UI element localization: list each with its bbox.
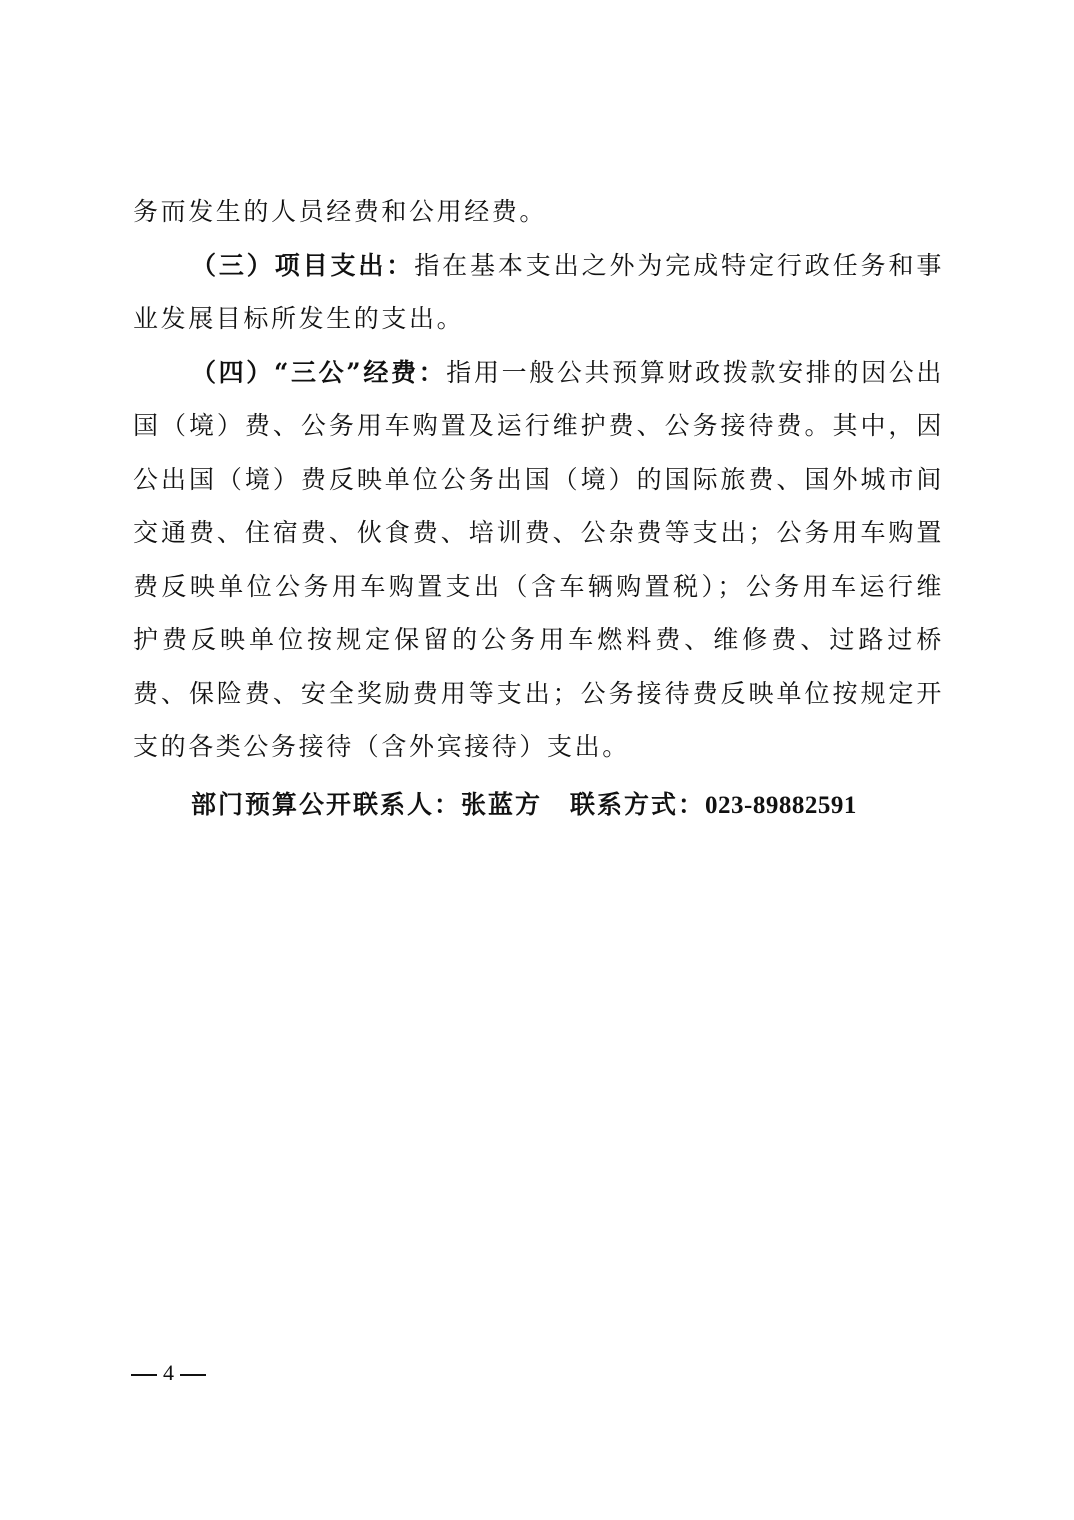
page-footer xyxy=(131,1360,206,1386)
item-three-text: 指在基本支出之外为完成特定行政任务和事业发展目标所发生的支出。 xyxy=(133,250,944,333)
paragraph-continuation: 务而发生的人员经费和公用经费。 xyxy=(133,197,548,226)
item-three-paragraph xyxy=(133,239,944,346)
contact-person-label: 部门预算公开联系人： xyxy=(191,790,462,819)
contact-line xyxy=(191,778,951,833)
item-four-paragraph xyxy=(133,346,944,774)
page-number: 4 xyxy=(163,1360,174,1385)
contact-phone: 023-89882591 xyxy=(705,792,857,819)
footer-left-dash xyxy=(131,1374,157,1376)
body-text xyxy=(133,185,944,774)
footer-right-dash xyxy=(180,1374,206,1376)
contact-method-label: 联系方式： xyxy=(570,790,706,819)
contact-person-name: 张蓝方 xyxy=(461,790,543,819)
item-three-label: （三）项目支出： xyxy=(191,250,415,280)
item-four-text: 指用一般公共预算财政拨款安排的因公出国（境）费、公务用车购置及运行维护费、公务接待费。其中，因公出国（境）费反映单位公务出国（境）的国际旅费、国外城市间交通费、住宿费、伙食费、培训费、公杂费等支出；公务用车购置费反映单位公务用车购置支出（含车辆购置税）；公务用车运行维护费反映单位按规定保留的公务用车燃料费、维修费、过路过桥费、保险费、安全奖励费用等支出；公务接待费反映单位按规定开支的各类公务接待（含外宾接待）支出。 xyxy=(133,357,944,761)
item-four-label: （四）“三公”经费： xyxy=(191,357,447,387)
